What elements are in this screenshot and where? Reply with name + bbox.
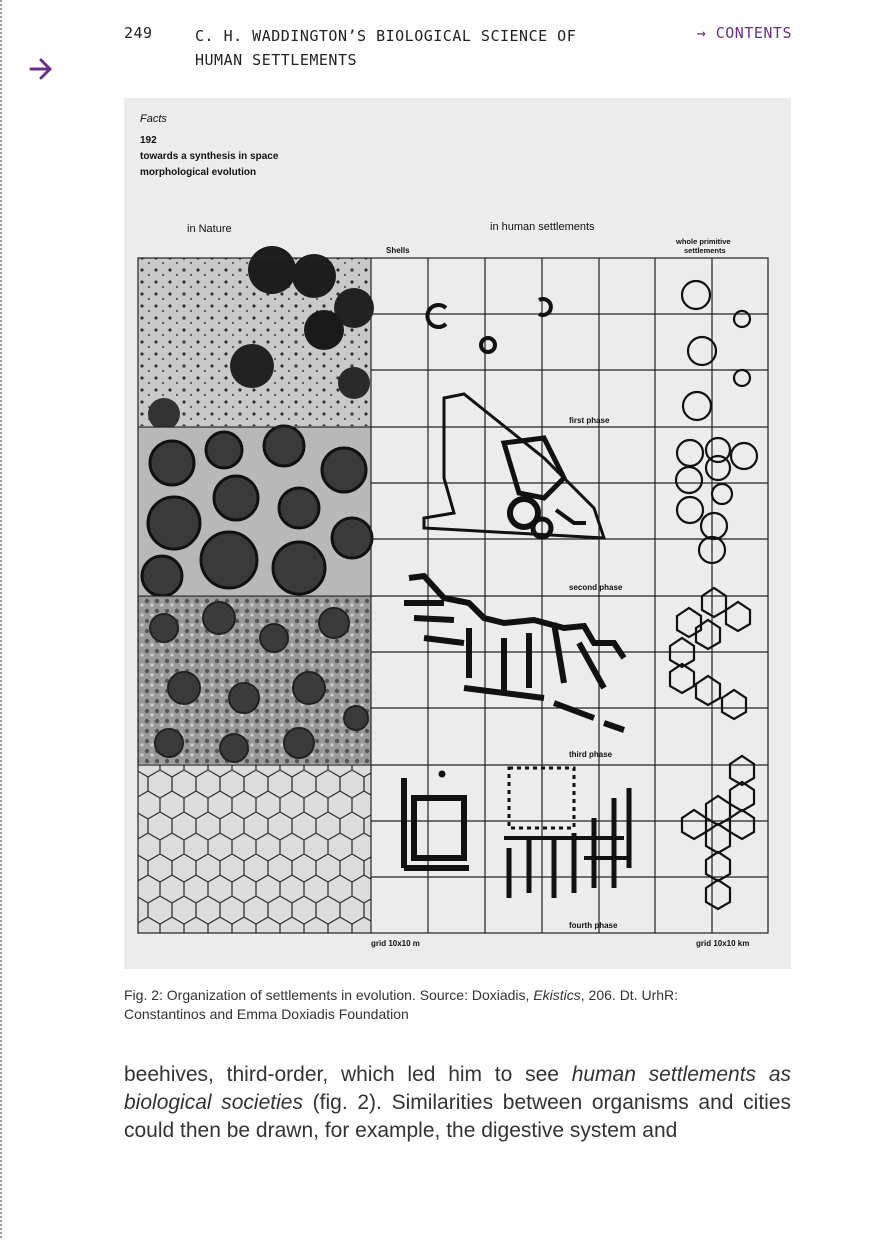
fig-phase-3: third phase [569, 750, 613, 759]
fig-col-nature: in Nature [187, 223, 232, 235]
body-paragraph [124, 1061, 791, 1145]
second-phase-drawing [404, 576, 624, 730]
caption-italic: Ekistics [533, 987, 581, 1003]
figure-caption [124, 986, 791, 1024]
fig-col-human: in human settlements [490, 221, 595, 233]
contents-link[interactable]: → CONTENTS [696, 24, 792, 42]
page-number: 249 [124, 24, 153, 42]
caption-suffix: , 206. Dt. UrhR: [580, 987, 679, 1003]
fig-grid-right: grid 10x10 km [696, 939, 750, 948]
fig-label-line1: towards a synthesis in space [140, 151, 279, 162]
fig-col-whole-2: settlements [684, 246, 726, 255]
nature-photos [138, 246, 374, 933]
fig-label-facts: Facts [140, 113, 167, 125]
figure-drawing [124, 98, 791, 969]
fig-grid-left: grid 10x10 m [371, 939, 420, 948]
arrow-right-icon[interactable] [28, 56, 54, 82]
fig-phase-4: fourth phase [569, 921, 618, 930]
fig-label-number: 192 [140, 135, 157, 146]
primitive-settlements-drawing [670, 281, 757, 909]
fig-label-line2: morphological evolution [140, 167, 257, 178]
running-title-line1: C. H. WADDINGTON’S BIOLOGICAL SCIENCE OF [195, 27, 577, 45]
fig-phase-1: first phase [569, 416, 610, 425]
page-edge [0, 0, 2, 1240]
caption-line2: Constantinos and Emma Doxiadis Foundation [124, 1006, 409, 1022]
fig-col-shells: Shells [386, 246, 410, 255]
body-part1: beehives, third-order, which led him to see [124, 1063, 572, 1086]
running-title-line2: HUMAN SETTLEMENTS [195, 51, 358, 69]
body-part2: (fig. 2). Similarities between organisms and cities could then be drawn, for example, the digestive system and [124, 1091, 791, 1142]
third-phase-drawing [404, 768, 629, 898]
running-title [195, 24, 625, 72]
fig-col-whole-1: whole primitive [676, 237, 731, 246]
caption-prefix: Fig. 2: Organization of settlements in evolution. Source: Doxiadis, [124, 987, 534, 1003]
shells-drawing [427, 299, 550, 352]
body-italic: human settlements as biological societies [124, 1063, 791, 1114]
fig-phase-2: second phase [569, 583, 623, 592]
figure-image [124, 98, 791, 969]
